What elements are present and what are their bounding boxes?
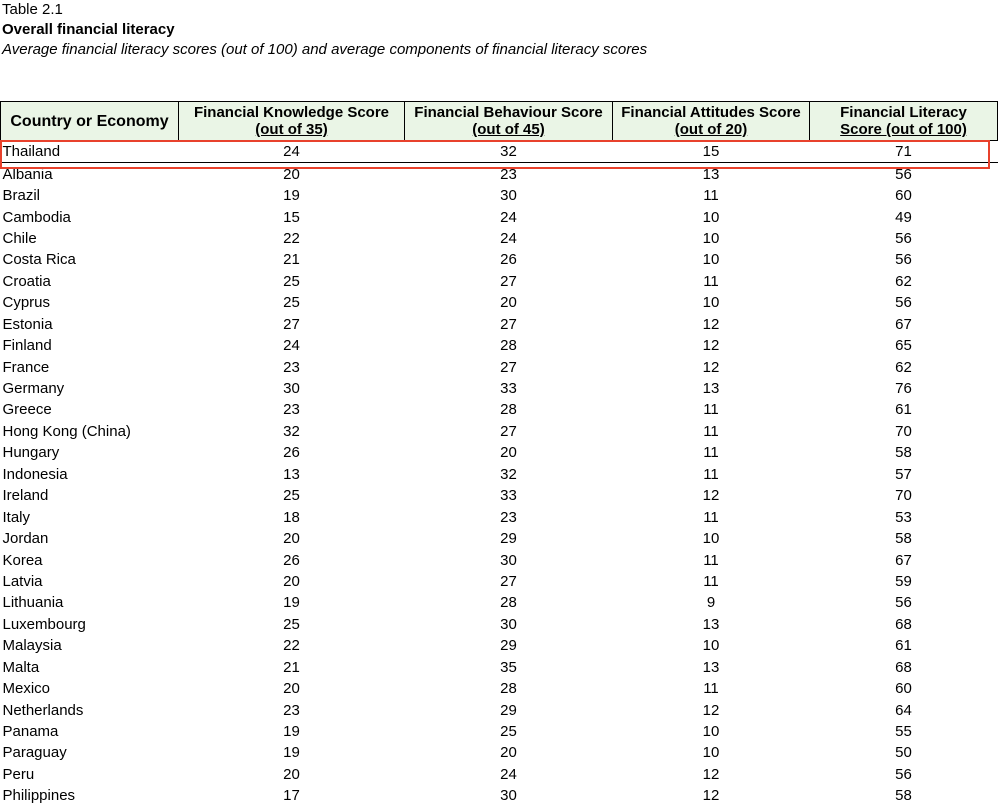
literacy-cell: 58 (895, 787, 912, 805)
country-cell: Indonesia (2, 465, 68, 483)
knowledge-cell: 22 (283, 637, 300, 655)
table-row (1, 592, 998, 613)
literacy-cell: 59 (895, 572, 912, 590)
literacy-cell: 56 (895, 165, 912, 183)
attitudes-cell: 11 (703, 444, 719, 462)
country-cell: Cyprus (2, 294, 51, 312)
header-knowledge (179, 102, 405, 141)
table-row (1, 249, 998, 270)
attitudes-cell: 11 (703, 551, 719, 569)
country-cell: Thailand (1, 141, 179, 163)
country-cell: Luxembourg (2, 615, 86, 633)
attitudes-cell: 13 (702, 658, 720, 676)
country-cell: Cambodia (2, 208, 71, 226)
table-row (1, 356, 998, 377)
knowledge-cell: 27 (283, 315, 300, 333)
behaviour-cell: 30 (500, 615, 517, 633)
table-row (1, 206, 998, 227)
knowledge-cell: 18 (283, 508, 300, 526)
literacy-cell: 58 (895, 444, 912, 462)
literacy-cell: 55 (895, 723, 912, 741)
header-behaviour-line2: (out of 45) (472, 121, 545, 138)
country-cell: Mexico (2, 680, 51, 698)
literacy-cell: 61 (895, 637, 912, 655)
country-cell: Lithuania (2, 594, 64, 612)
country-cell: Jordan (2, 530, 49, 548)
country-cell: Malaysia (2, 637, 62, 655)
header-knowledge-line2: (out of 35) (255, 121, 328, 138)
behaviour-cell: 26 (500, 251, 517, 269)
country-cell: Peru (2, 765, 35, 783)
behaviour-cell: 20 (500, 444, 517, 462)
behaviour-cell: 28 (500, 401, 517, 419)
attitudes-cell: 11 (703, 465, 719, 483)
attitudes-cell: 10 (702, 294, 720, 312)
knowledge-cell: 25 (283, 487, 300, 505)
table-row (1, 421, 998, 442)
attitudes-cell: 10 (702, 530, 720, 548)
behaviour-cell: 29 (500, 701, 517, 719)
table-row (1, 785, 998, 806)
knowledge-cell: 19 (283, 744, 300, 762)
attitudes-cell: 10 (702, 637, 720, 655)
attitudes-cell: 10 (702, 251, 720, 269)
table-body (1, 141, 998, 807)
table-subtitle: Average financial literacy scores (out of 100) and average components of financial literacy scores (2, 41, 648, 58)
literacy-cell: 65 (895, 337, 912, 355)
behaviour-cell: 20 (500, 294, 517, 312)
country-cell: Chile (2, 229, 37, 247)
country-cell: Netherlands (2, 701, 84, 719)
knowledge-cell: 23 (283, 401, 300, 419)
financial-literacy-table (0, 101, 998, 807)
literacy-cell: 56 (895, 594, 912, 612)
table-row (1, 528, 998, 549)
literacy-cell: 50 (895, 744, 912, 762)
header-behaviour (405, 102, 613, 141)
header-literacy-line2: Score (out of 100) (840, 121, 967, 138)
knowledge-cell: 26 (283, 551, 300, 569)
literacy-cell: 56 (895, 294, 912, 312)
behaviour-cell: 27 (500, 422, 517, 440)
attitudes-cell: 13 (702, 380, 720, 398)
table-row (1, 464, 998, 485)
country-cell: Paraguay (2, 744, 67, 762)
behaviour-cell: 30 (500, 551, 517, 569)
attitudes-cell: 12 (702, 337, 720, 355)
attitudes-cell: 13 (702, 165, 720, 183)
behaviour-cell: 27 (500, 358, 517, 376)
country-cell: Estonia (2, 315, 53, 333)
attitudes-cell: 11 (703, 572, 719, 590)
behaviour-cell: 28 (500, 680, 517, 698)
country-cell: Finland (2, 337, 52, 355)
behaviour-cell: 28 (500, 594, 517, 612)
behaviour-cell: 27 (500, 572, 517, 590)
behaviour-cell: 30 (500, 187, 517, 205)
header-row (1, 102, 998, 141)
knowledge-cell: 20 (283, 680, 300, 698)
attitudes-cell: 11 (703, 401, 719, 419)
behaviour-cell: 24 (500, 208, 517, 226)
country-cell: Brazil (2, 187, 41, 205)
behaviour-cell: 29 (500, 530, 517, 548)
country-cell: Hong Kong (China) (2, 422, 131, 440)
attitudes-cell: 11 (703, 680, 719, 698)
table-number: Table 2.1 (2, 1, 63, 18)
header-country (1, 102, 179, 141)
knowledge-cell: 20 (283, 165, 300, 183)
header-behaviour-line1: Financial Behaviour Score (414, 104, 603, 121)
table-row (1, 742, 998, 763)
knowledge-cell: 20 (283, 765, 300, 783)
literacy-cell: 70 (895, 422, 912, 440)
knowledge-cell: 15 (283, 208, 300, 226)
literacy-cell: 62 (895, 358, 912, 376)
attitudes-cell: 10 (702, 744, 720, 762)
header-attitudes-line2: (out of 20) (674, 121, 748, 138)
knowledge-cell: 19 (283, 594, 300, 612)
table-row (1, 657, 998, 678)
country-cell: Ireland (2, 487, 49, 505)
table-row (1, 442, 998, 463)
behaviour-cell: 24 (500, 765, 517, 783)
header-country-label: Country or Economy (10, 112, 169, 130)
attitudes-cell: 11 (703, 187, 719, 205)
literacy-cell: 53 (895, 508, 912, 526)
attitudes-cell: 10 (702, 208, 720, 226)
attitudes-cell: 12 (702, 701, 720, 719)
table-row (1, 185, 998, 206)
knowledge-cell: 19 (283, 187, 300, 205)
knowledge-cell: 25 (283, 294, 300, 312)
behaviour-cell: 27 (500, 315, 517, 333)
attitudes-cell: 9 (706, 594, 716, 612)
literacy-cell: 58 (895, 530, 912, 548)
literacy-cell: 76 (895, 380, 912, 398)
table-row (1, 678, 998, 699)
knowledge-cell: 22 (283, 229, 300, 247)
literacy-cell: 64 (895, 701, 912, 719)
table-row (1, 506, 998, 527)
literacy-cell: 56 (895, 229, 912, 247)
behaviour-cell: 20 (500, 744, 517, 762)
behaviour-cell: 32 (405, 141, 613, 163)
table-row (1, 378, 998, 399)
table-caption (2, 0, 647, 60)
table-row (1, 764, 998, 785)
country-cell: Germany (2, 380, 65, 398)
table-row (1, 163, 998, 185)
behaviour-cell: 27 (500, 272, 517, 290)
knowledge-cell: 24 (179, 141, 405, 163)
literacy-cell: 67 (895, 551, 912, 569)
country-cell: Italy (2, 508, 31, 526)
attitudes-cell: 15 (613, 141, 810, 163)
header-attitudes-line1: Financial Attitudes Score (621, 104, 801, 121)
header-attitudes (613, 102, 810, 141)
attitudes-cell: 13 (702, 615, 720, 633)
country-cell: Albania (2, 165, 53, 183)
literacy-cell: 71 (810, 141, 998, 163)
table-row (1, 399, 998, 420)
knowledge-cell: 13 (283, 465, 300, 483)
knowledge-cell: 21 (283, 251, 300, 269)
knowledge-cell: 30 (283, 380, 300, 398)
table-row (1, 635, 998, 656)
knowledge-cell: 17 (283, 787, 300, 805)
country-cell: Latvia (2, 572, 43, 590)
knowledge-cell: 25 (283, 272, 300, 290)
table-row (1, 549, 998, 570)
country-cell: Philippines (2, 787, 76, 805)
country-cell: Costa Rica (2, 251, 76, 269)
behaviour-cell: 28 (500, 337, 517, 355)
literacy-cell: 60 (895, 187, 912, 205)
attitudes-cell: 11 (703, 272, 719, 290)
behaviour-cell: 30 (500, 787, 517, 805)
country-cell: France (2, 358, 50, 376)
attitudes-cell: 11 (703, 422, 719, 440)
knowledge-cell: 23 (283, 358, 300, 376)
table-row (1, 314, 998, 335)
behaviour-cell: 29 (500, 637, 517, 655)
table-row (1, 228, 998, 249)
country-cell: Malta (2, 658, 40, 676)
country-cell: Croatia (2, 272, 51, 290)
behaviour-cell: 23 (500, 165, 517, 183)
table-row (1, 335, 998, 356)
literacy-cell: 57 (895, 465, 912, 483)
table-row (1, 485, 998, 506)
knowledge-cell: 20 (283, 530, 300, 548)
behaviour-cell: 33 (500, 487, 517, 505)
attitudes-cell: 12 (702, 315, 720, 333)
knowledge-cell: 25 (283, 615, 300, 633)
behaviour-cell: 25 (500, 723, 517, 741)
knowledge-cell: 20 (283, 572, 300, 590)
literacy-cell: 60 (895, 680, 912, 698)
table-row (1, 141, 998, 163)
behaviour-cell: 32 (500, 465, 517, 483)
country-cell: Hungary (2, 444, 60, 462)
knowledge-cell: 24 (283, 337, 300, 355)
knowledge-cell: 21 (283, 658, 300, 676)
country-cell: Panama (2, 723, 59, 741)
attitudes-cell: 11 (703, 508, 719, 526)
knowledge-cell: 32 (283, 422, 300, 440)
table-row (1, 571, 998, 592)
attitudes-cell: 12 (702, 787, 720, 805)
literacy-cell: 62 (895, 272, 912, 290)
country-cell: Greece (2, 401, 52, 419)
literacy-cell: 61 (895, 401, 912, 419)
literacy-cell: 56 (895, 251, 912, 269)
table-row (1, 271, 998, 292)
table-title: Overall financial literacy (2, 21, 175, 38)
knowledge-cell: 19 (283, 723, 300, 741)
literacy-cell: 49 (895, 208, 912, 226)
table-row (1, 292, 998, 313)
literacy-cell: 68 (895, 615, 912, 633)
literacy-cell: 70 (895, 487, 912, 505)
header-literacy (810, 102, 998, 141)
literacy-cell: 56 (895, 765, 912, 783)
header-knowledge-line1: Financial Knowledge Score (193, 104, 390, 121)
attitudes-cell: 12 (702, 765, 720, 783)
table-row (1, 699, 998, 720)
attitudes-cell: 12 (702, 487, 720, 505)
behaviour-cell: 23 (500, 508, 517, 526)
behaviour-cell: 24 (500, 229, 517, 247)
table-row (1, 614, 998, 635)
literacy-cell: 67 (895, 315, 912, 333)
behaviour-cell: 35 (500, 658, 517, 676)
literacy-cell: 68 (895, 658, 912, 676)
attitudes-cell: 10 (702, 723, 720, 741)
behaviour-cell: 33 (500, 380, 517, 398)
country-cell: Korea (2, 551, 43, 569)
table-row (1, 721, 998, 742)
knowledge-cell: 26 (283, 444, 300, 462)
header-literacy-line1: Financial Literacy (840, 104, 967, 121)
attitudes-cell: 12 (702, 358, 720, 376)
attitudes-cell: 10 (702, 229, 720, 247)
knowledge-cell: 23 (283, 701, 300, 719)
table-header (1, 102, 998, 141)
